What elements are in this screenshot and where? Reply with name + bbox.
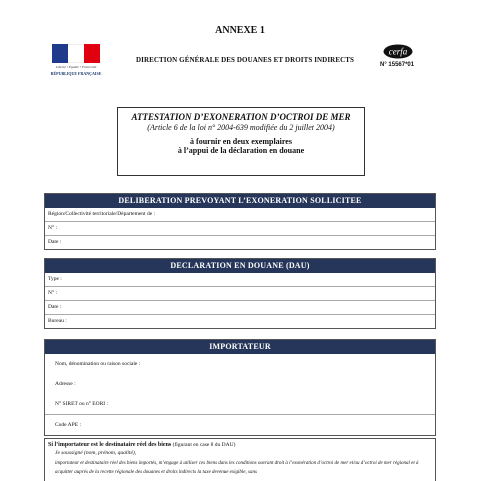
attestation-subtitle: (Article 6 de la loi n° 2004-639 modifiée du 2 juillet 2004) (147, 123, 335, 132)
field-numero[interactable]: N° : (45, 286, 435, 300)
logo-republic: RÉPUBLIQUE FRANÇAISE (50, 71, 102, 76)
logo-motto: Liberté • Égalité • Fraternité (55, 65, 97, 69)
field-type[interactable]: Type : (48, 276, 62, 282)
field-numero[interactable]: N° : (45, 221, 435, 235)
cerfa-number: N° 15567*01 (380, 62, 415, 68)
field-date[interactable]: Date : (45, 235, 435, 249)
section-heading: DELIBERATION PREVOYANT L’EXONERATION SOLLICITEE (45, 194, 435, 208)
attestation-title: ATTESTATION D’EXONERATION D’OCTROI DE MER (131, 112, 351, 122)
svg-text:cerfa: cerfa (388, 46, 408, 57)
engagement-text: importateur et destinataire réel des biens importés, m’engage à utiliser ces biens dans les conditions ouvrant droit à l’exonération d’octroi de mer et/ou d’octroi de mer régional et à acquitter auprès de la recette régionale des douanes et droits indirects la taxe devenue exigible, sans (55, 461, 419, 475)
direction-title: DIRECTION GÉNÉRALE DES DOUANES ET DROITS INDIRECTS (135, 56, 355, 64)
section-heading: IMPORTATEUR (45, 340, 435, 354)
annexe-title: ANNEXE 1 (215, 25, 265, 36)
support-note: à l’appui de la déclaration en douane (177, 146, 305, 155)
field-code-ape[interactable]: Code APE : (45, 414, 435, 435)
field-nom[interactable]: Nom, dénomination ou raison sociale : (55, 361, 141, 367)
french-flag-icon (52, 44, 100, 63)
field-date[interactable]: Date : (45, 300, 435, 314)
deliberation-section (44, 193, 436, 250)
destinataire-section (44, 438, 436, 481)
declaration-section (44, 258, 436, 329)
field-adresse[interactable]: Adresse : (55, 381, 76, 387)
republique-francaise-logo (48, 44, 104, 82)
cerfa-logo-icon (383, 44, 413, 59)
destinataire-heading: Si l’importateur est le destinataire réel des biens (figurant en case 8 du DAU) (48, 442, 236, 448)
field-region[interactable]: Région/Collectivité territoriale/Département de : (48, 211, 156, 217)
importateur-section (44, 339, 436, 436)
section-heading: DECLARATION EN DOUANE (DAU) (45, 259, 435, 273)
copies-note: à fournir en deux exemplaires (190, 137, 292, 146)
title-box (117, 107, 365, 176)
soussigne-line[interactable]: Je soussigné (nom, prénom, qualité), (55, 450, 137, 456)
field-bureau[interactable]: Bureau : (45, 314, 435, 328)
field-siret[interactable]: N° SIRET ou n° EORI : (55, 401, 109, 407)
